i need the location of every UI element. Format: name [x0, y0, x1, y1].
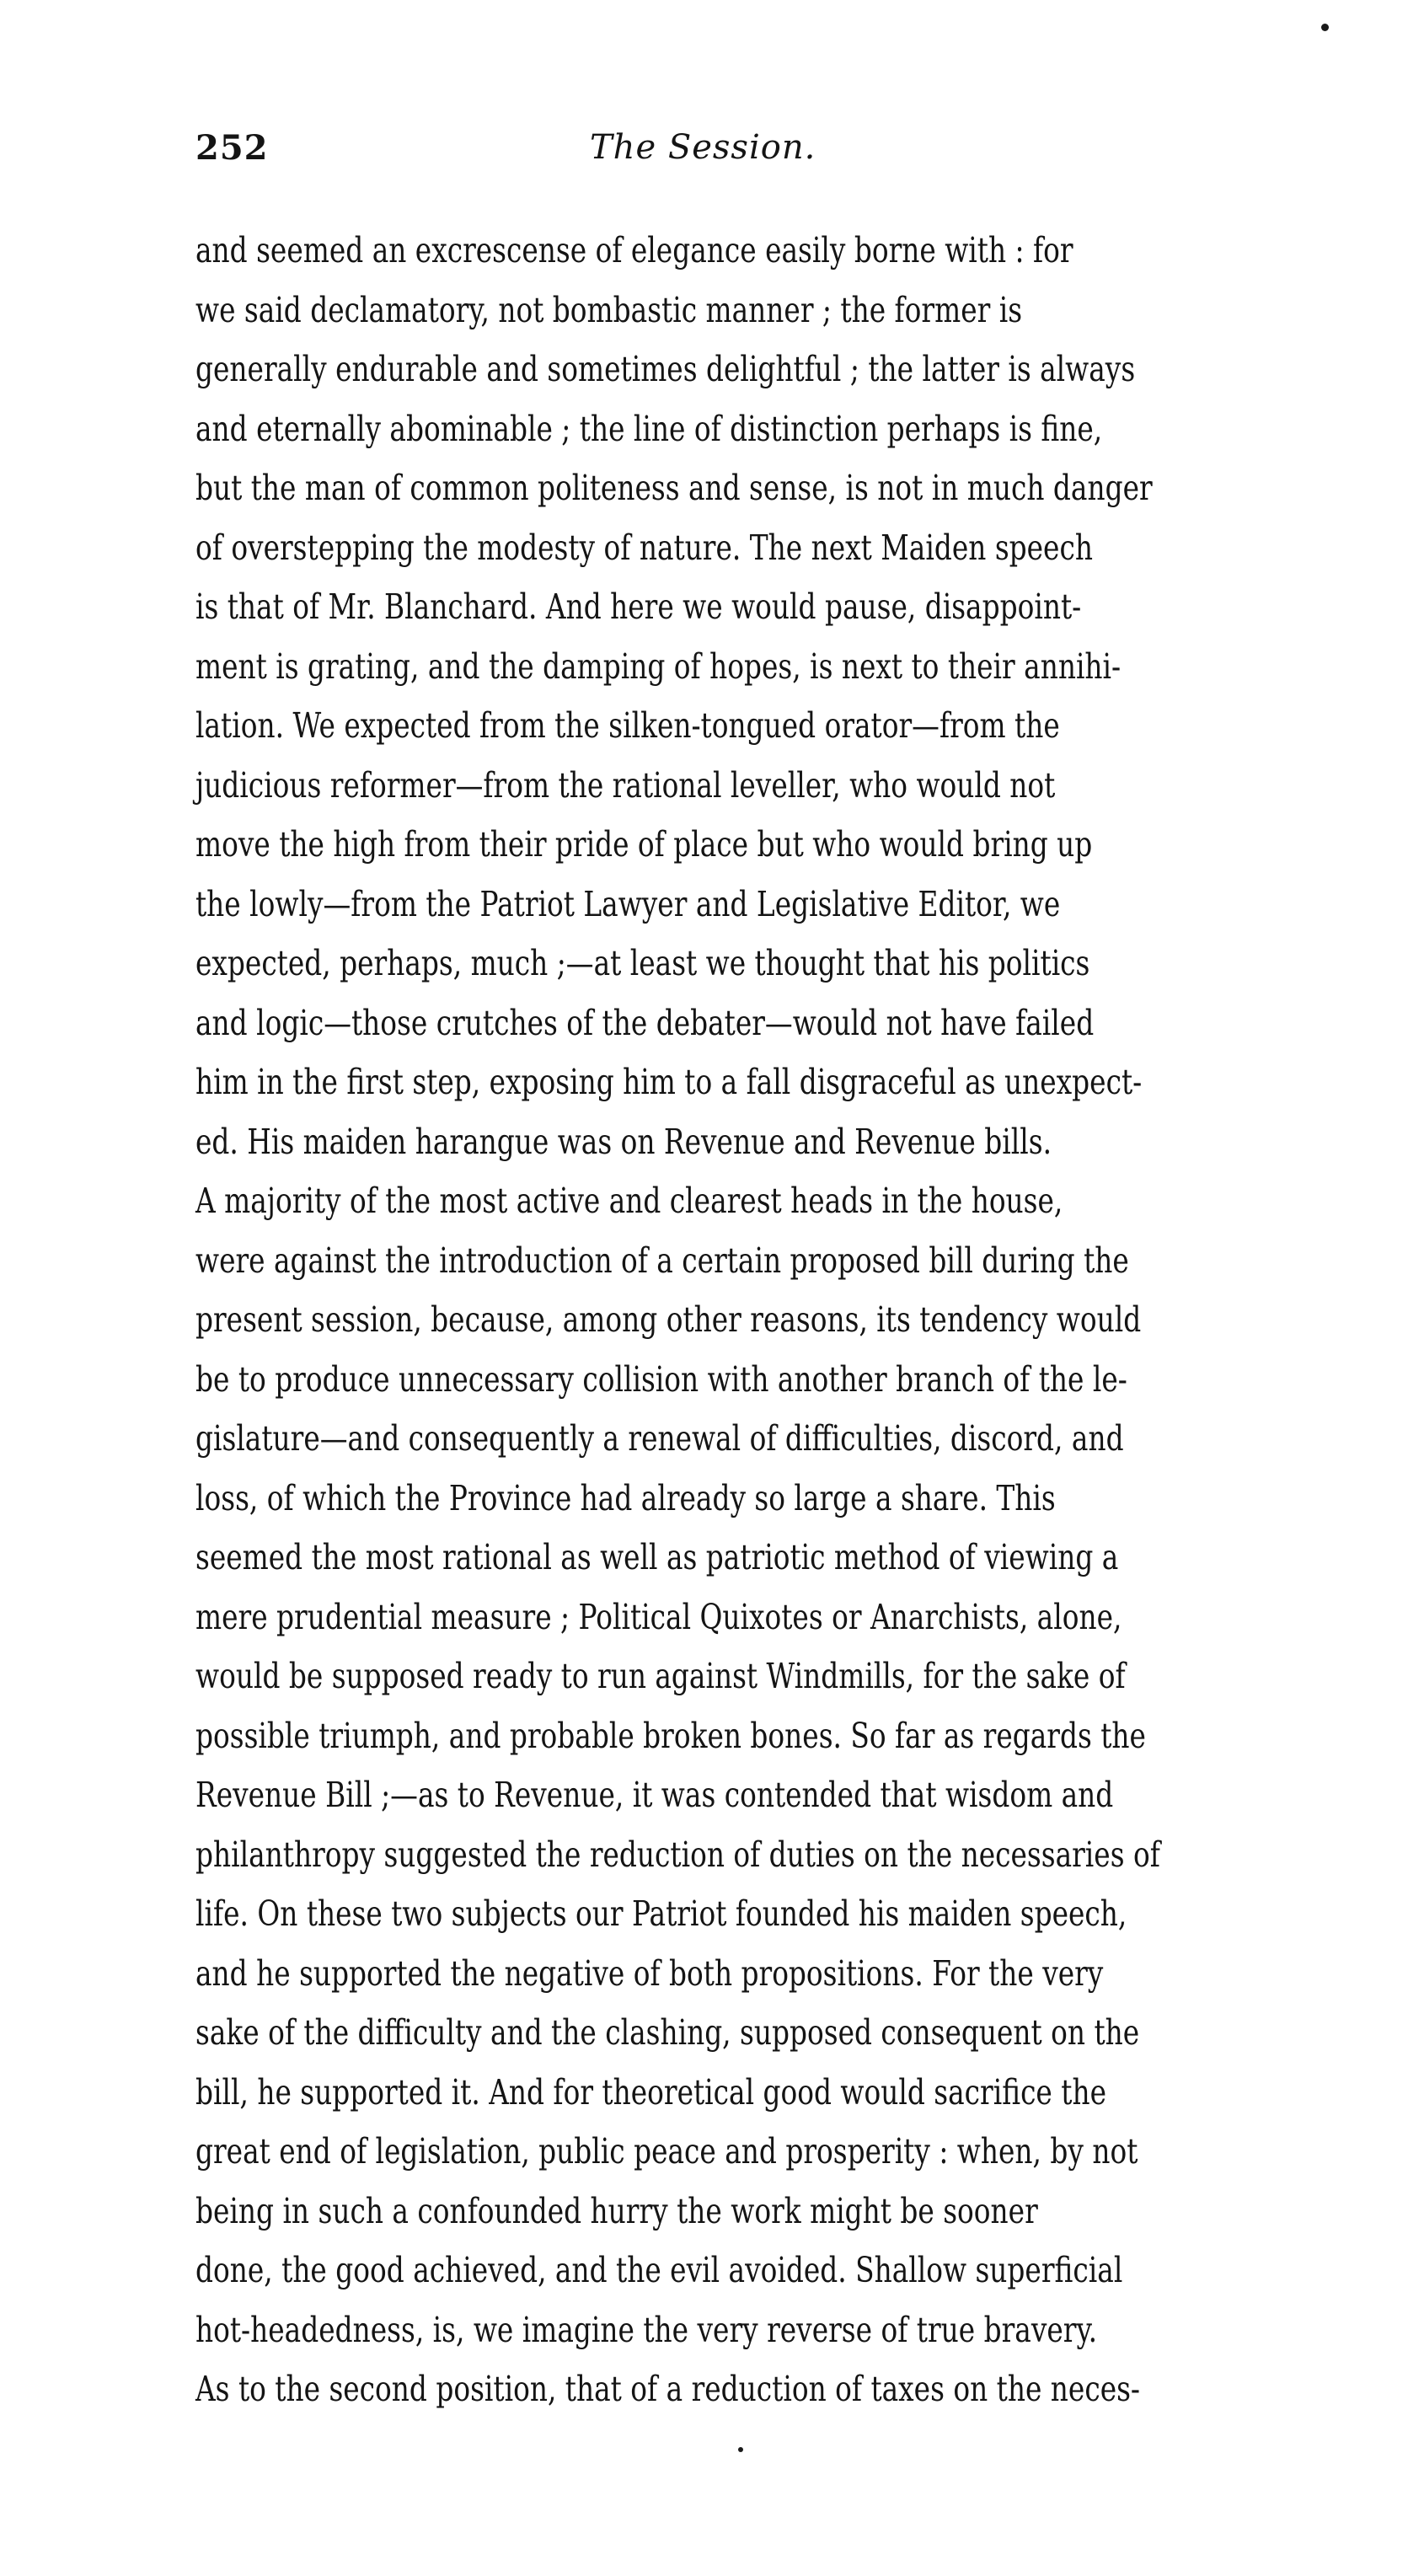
- text-line: gislature—and consequently a renewal of difficulties, discord, and: [195, 1418, 1124, 1459]
- text-line: mere prudential measure ; Political Quixotes or Anarchists, alone,: [195, 1596, 1122, 1637]
- text-line: but the man of common politeness and sense, is not in much danger: [195, 468, 1153, 508]
- text-line: present session, because, among other reasons, its tendency would: [195, 1299, 1142, 1340]
- text-line: move the high from their pride of place but who would bring up: [195, 824, 1093, 865]
- text-line: As to the second position, that of a reduction of taxes on the neces-: [195, 2369, 1141, 2409]
- text-line: A majority of the most active and clearest heads in the house,: [195, 1181, 1063, 1221]
- text-line: and eternally abominable ; the line of distinction perhaps is fine,: [195, 408, 1103, 449]
- text-line: and logic—those crutches of the debater—would not have failed: [195, 1002, 1095, 1043]
- text-line: is that of Mr. Blanchard. And here we would pause, disappoint-: [195, 586, 1082, 627]
- text-line: great end of legislation, public peace and prosperity : when, by not: [195, 2131, 1138, 2172]
- text-line: loss, of which the Province had already so large a share. This: [195, 1477, 1056, 1518]
- text-line: bill, he supported it. And for theoretical good would sacrifice the: [195, 2071, 1106, 2113]
- text-line: we said declamatory, not bombastic manner ; the former is: [195, 289, 1023, 330]
- text-line: hot-headedness, is, we imagine the very reverse of true bravery.: [195, 2309, 1098, 2350]
- text-line: judicious reformer—from the rational leveller, who would not: [195, 764, 1056, 806]
- text-line: seemed the most rational as well as patriotic method of viewing a: [195, 1537, 1119, 1577]
- text-line: philanthropy suggested the reduction of duties on the necessaries of: [195, 1834, 1160, 1875]
- text-line: of overstepping the modesty of nature. The next Maiden speech: [195, 527, 1093, 568]
- ink-speck: [738, 2447, 743, 2452]
- text-line: sake of the difficulty and the clashing, supposed consequent on the: [195, 2012, 1140, 2053]
- text-line: were against the introduction of a certain proposed bill during the: [195, 1240, 1129, 1281]
- text-line: lation. We expected from the silken-tongued orator—from the: [195, 705, 1060, 746]
- running-title: The Session.: [590, 128, 816, 167]
- text-line: him in the first step, exposing him to a fall disgraceful as unexpect-: [195, 1062, 1143, 1102]
- body-text: [195, 221, 1424, 2419]
- text-line: would be supposed ready to run against Windmills, for the sake of: [195, 1656, 1126, 1696]
- text-line: done, the good achieved, and the evil avoided. Shallow superficial: [195, 2250, 1123, 2290]
- text-line: life. On these two subjects our Patriot founded his maiden speech,: [195, 1893, 1127, 1934]
- text-line: expected, perhaps, much ;—at least we thought that his politics: [195, 943, 1090, 983]
- text-line: ment is grating, and the damping of hopes, is next to their annihi-: [195, 645, 1122, 687]
- text-line: being in such a confounded hurry the work might be sooner: [195, 2190, 1038, 2231]
- text-line: and seemed an excrescense of elegance easily borne with : for: [195, 230, 1073, 270]
- text-line: ed. His maiden harangue was on Revenue and Revenue bills.: [195, 1121, 1052, 1162]
- text-line: the lowly—from the Patriot Lawyer and Legislative Editor, we: [195, 883, 1061, 924]
- text-line: and he supported the negative of both propositions. For the very: [195, 1952, 1104, 1994]
- page-number: 252: [195, 128, 269, 168]
- text-line: possible triumph, and probable broken bones. So far as regards the: [195, 1715, 1146, 1756]
- text-line: Revenue Bill ;—as to Revenue, it was contended that wisdom and: [195, 1775, 1114, 1815]
- text-line: generally endurable and sometimes delightful ; the latter is always: [195, 349, 1136, 389]
- text-line: be to produce unnecessary collision with another branch of the le-: [195, 1358, 1127, 1400]
- ink-speck: [1321, 24, 1329, 31]
